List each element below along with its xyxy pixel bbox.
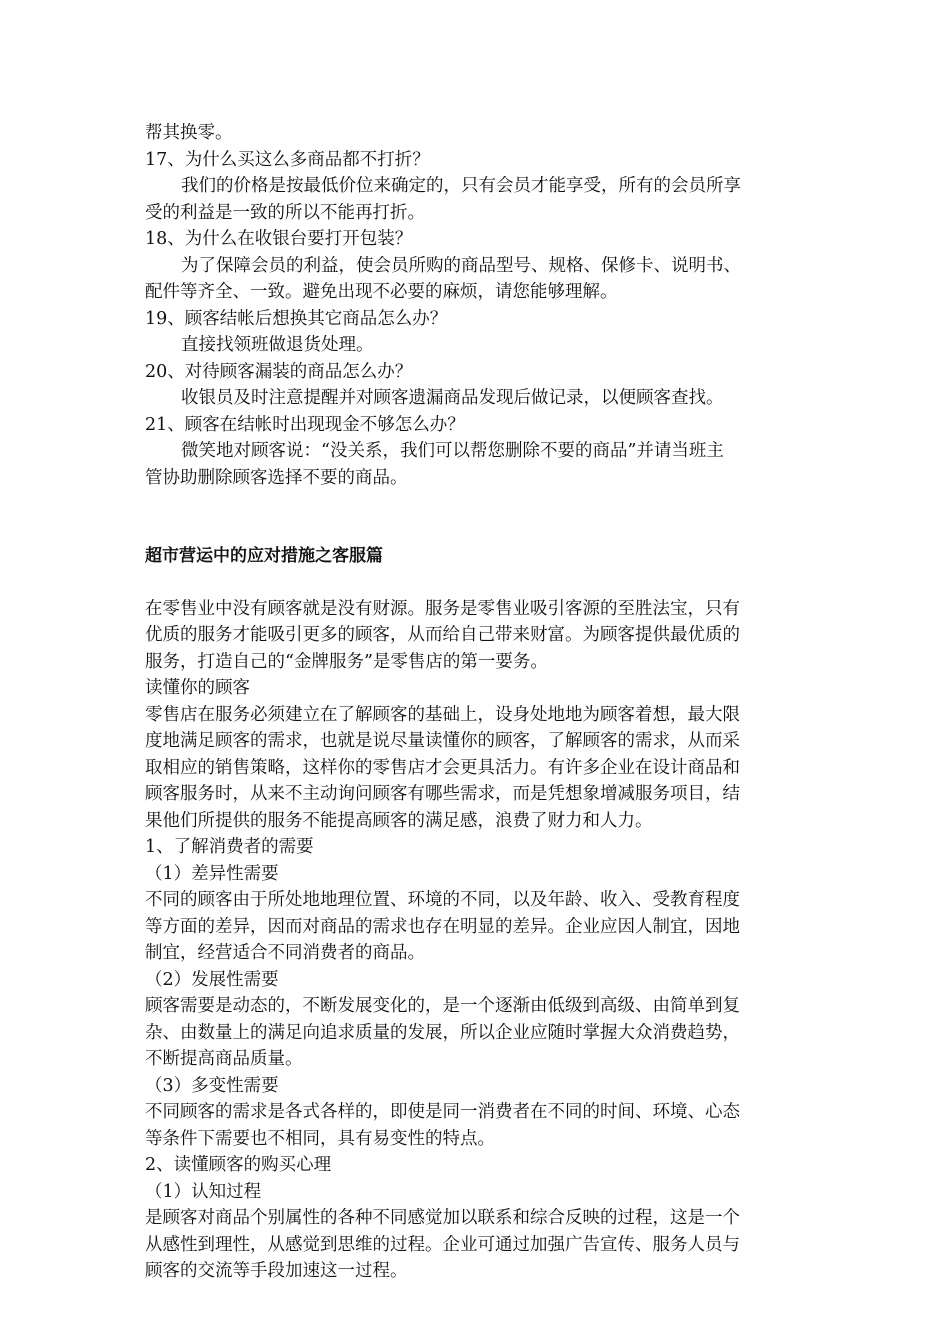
faq-question: 18、为什么在收银台要打开包装？ [145, 229, 413, 249]
paragraph-line: 在零售业中没有顾客就是没有财源。服务是零售业吸引客源的至胜法宝，只有 [145, 598, 740, 619]
document-body [145, 120, 811, 1285]
paragraph-line: 不同顾客的需求是各式各样的，即使是同一消费者在不同的时间、环境、心态 [145, 1102, 740, 1122]
paragraph-line: 顾客服务时，从来不主动询问顾客有哪些需求，而是凭想象增减服务项目，结 [145, 784, 740, 804]
faq-answer-line: 微笑地对顾客说：“没关系，我们可以帮您删除不要的商品”并请当班主 [181, 441, 724, 461]
subheading: 2、读懂顾客的购买心理 [145, 1155, 332, 1175]
subheading: （1）认知过程 [145, 1181, 262, 1202]
faq-answer-line: 我们的价格是按最低价位来确定的，只有会员才能享受，所有的会员所享 [181, 176, 741, 196]
subheading: （2）发展性需要 [145, 969, 279, 990]
faq-answer-line: 受的利益是一致的所以不能再打折。 [145, 202, 425, 223]
faq-answer-line: 配件等齐全、一致。避免出现不必要的麻烦，请您能够理解。 [145, 282, 618, 302]
paragraph-line: 等方面的差异，因而对商品的需求也存在明显的差异。企业应因人制宜，因地 [145, 916, 740, 937]
subheading: （3）多变性需要 [145, 1075, 279, 1096]
paragraph-line: 果他们所提供的服务不能提高顾客的满足感，浪费了财力和人力。 [145, 810, 653, 831]
paragraph-line: 等条件下需要也不相同，具有易变性的特点。 [145, 1128, 495, 1149]
faq-question: 17、为什么买这么多商品都不打折？ [145, 149, 430, 170]
faq-question: 20、对待顾客漏装的商品怎么办？ [145, 361, 413, 382]
paragraph-line: 顾客的交流等手段加速这一过程。 [145, 1261, 408, 1281]
faq-question: 21、顾客在结帐时出现现金不够怎么办？ [145, 414, 465, 435]
paragraph-line: 度地满足顾客的需求，也就是说尽量读懂你的顾客，了解顾客的需求，从而采 [145, 731, 740, 751]
spacer [145, 491, 811, 517]
paragraph-line: 顾客需要是动态的，不断发展变化的，是一个逐渐由低级到高级、由简单到复 [145, 996, 740, 1016]
paragraph-line: 帮其换零。 [145, 123, 233, 143]
paragraph-line: 不断提高商品质量。 [145, 1049, 303, 1069]
paragraph-line: 制宜，经营适合不同消费者的商品。 [145, 943, 425, 963]
paragraph-line: 取相应的销售策略，这样你的零售店才会更具活力。有许多企业在设计商品和 [145, 757, 740, 778]
faq-answer-line: 管协助删除顾客选择不要的商品。 [145, 467, 408, 488]
faq-answer-line: 直接找领班做退货处理。 [181, 335, 374, 355]
faq-answer-line: 为了保障会员的利益，使会员所购的商品型号、规格、保修卡、说明书、 [181, 255, 741, 276]
spacer [145, 517, 811, 543]
faq-question: 19、顾客结帐后想换其它商品怎么办？ [145, 308, 448, 329]
subheading: （1）差异性需要 [145, 863, 279, 884]
paragraph-line: 杂、由数量上的满足向追求质量的发展，所以企业应随时掌握大众消费趋势， [145, 1022, 740, 1043]
paragraph-line: 优质的服务才能吸引更多的顾客，从而给自己带来财富。为顾客提供最优质的 [145, 625, 740, 645]
spacer [145, 570, 811, 596]
subheading: 读懂你的顾客 [145, 678, 250, 698]
faq-answer-line: 收银员及时注意提醒并对顾客遗漏商品发现后做记录，以便顾客查找。 [181, 388, 724, 408]
paragraph-line: 从感性到理性，从感觉到思维的过程。企业可通过加强广告宣传、服务人员与 [145, 1234, 740, 1255]
subheading: 1、了解消费者的需要 [145, 837, 314, 857]
section-title: 超市营运中的应对措施之客服篇 [145, 546, 383, 566]
paragraph-line: 不同的顾客由于所处地地理位置、环境的不同，以及年龄、收入、受教育程度 [145, 890, 740, 910]
paragraph-line: 是顾客对商品个别属性的各种不同感觉加以联系和综合反映的过程，这是一个 [145, 1208, 740, 1228]
paragraph-line: 零售店在服务必须建立在了解顾客的基础上，设身处地地为顾客着想，最大限 [145, 704, 740, 725]
paragraph-line: 服务，打造自己的“金牌服务”是零售店的第一要务。 [145, 651, 548, 672]
